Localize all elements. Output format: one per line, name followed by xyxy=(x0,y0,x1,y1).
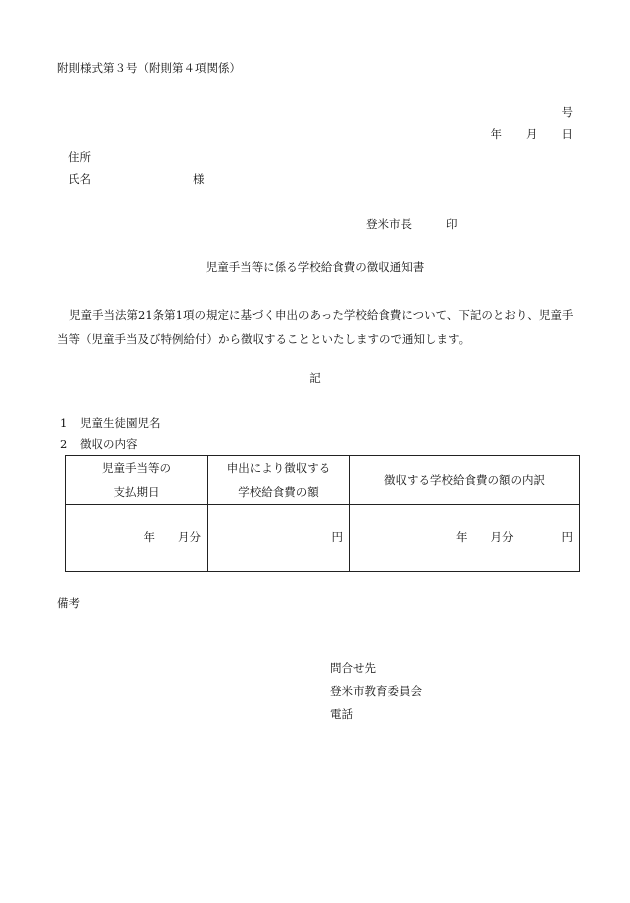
recipient-honorific: 様 xyxy=(193,172,205,186)
header-payment-date-line2: 支払期日 xyxy=(113,485,160,499)
issue-date xyxy=(491,128,574,142)
document-title: 児童手当等に係る学校給食費の徴収通知書 xyxy=(205,260,425,274)
notice-body xyxy=(57,303,577,351)
header-payment-date xyxy=(66,456,208,505)
header-payment-date-line1: 児童手当等の xyxy=(102,461,171,475)
notice-paragraph: 児童手当法第21条第1項の規定に基づく申出のあった学校給食費について、下記のとおり、児童手当等（児童手当及び特例給付）から徴収することといたしますので通知します。 xyxy=(57,308,574,346)
header-requested-amount-line1: 申出により徴収する xyxy=(226,461,331,475)
item-number: 2 xyxy=(60,437,68,451)
recipient-name-row xyxy=(68,173,205,187)
requested-amount-cell: 円 xyxy=(208,505,350,572)
header-breakdown: 徴収する学校給食費の額の内訳 xyxy=(350,456,580,505)
date-year-label: 年 xyxy=(490,127,502,141)
mayor-label: 登米市長 xyxy=(366,217,412,231)
collection-table xyxy=(65,455,580,572)
seal-label: 印 xyxy=(446,217,458,231)
date-day-label: 日 xyxy=(561,127,573,141)
remarks-label: 備考 xyxy=(57,596,80,610)
item-label: 児童生徒園児名 xyxy=(80,416,161,430)
contact-heading: 問合せ先 xyxy=(330,661,376,675)
contact-phone-label: 電話 xyxy=(330,707,353,721)
recipient-address-label: 住所 xyxy=(68,150,91,164)
ki-label: 記 xyxy=(309,371,321,385)
table-header-row xyxy=(66,456,580,505)
issuer-row xyxy=(366,218,458,232)
table-row xyxy=(66,505,580,572)
header-requested-amount-line2: 学校給食費の額 xyxy=(238,485,319,499)
contact-organization: 登米市教育委員会 xyxy=(330,684,422,698)
item-number: 1 xyxy=(60,416,68,430)
date-month-label: 月 xyxy=(526,127,538,141)
breakdown-yen: 円 xyxy=(561,530,573,544)
document-number-label: 号 xyxy=(561,105,573,119)
breakdown-cell xyxy=(350,505,580,572)
payment-period-cell: 年 月分 xyxy=(66,505,208,572)
form-reference: 附則様式第３号（附則第４項関係） xyxy=(57,61,241,75)
item-collection-details xyxy=(60,438,138,452)
recipient-name-label: 氏名 xyxy=(68,172,91,186)
item-student-name xyxy=(60,417,161,431)
item-label: 徴収の内容 xyxy=(80,437,138,451)
breakdown-period: 年 月分 xyxy=(456,530,514,544)
header-requested-amount xyxy=(208,456,350,505)
